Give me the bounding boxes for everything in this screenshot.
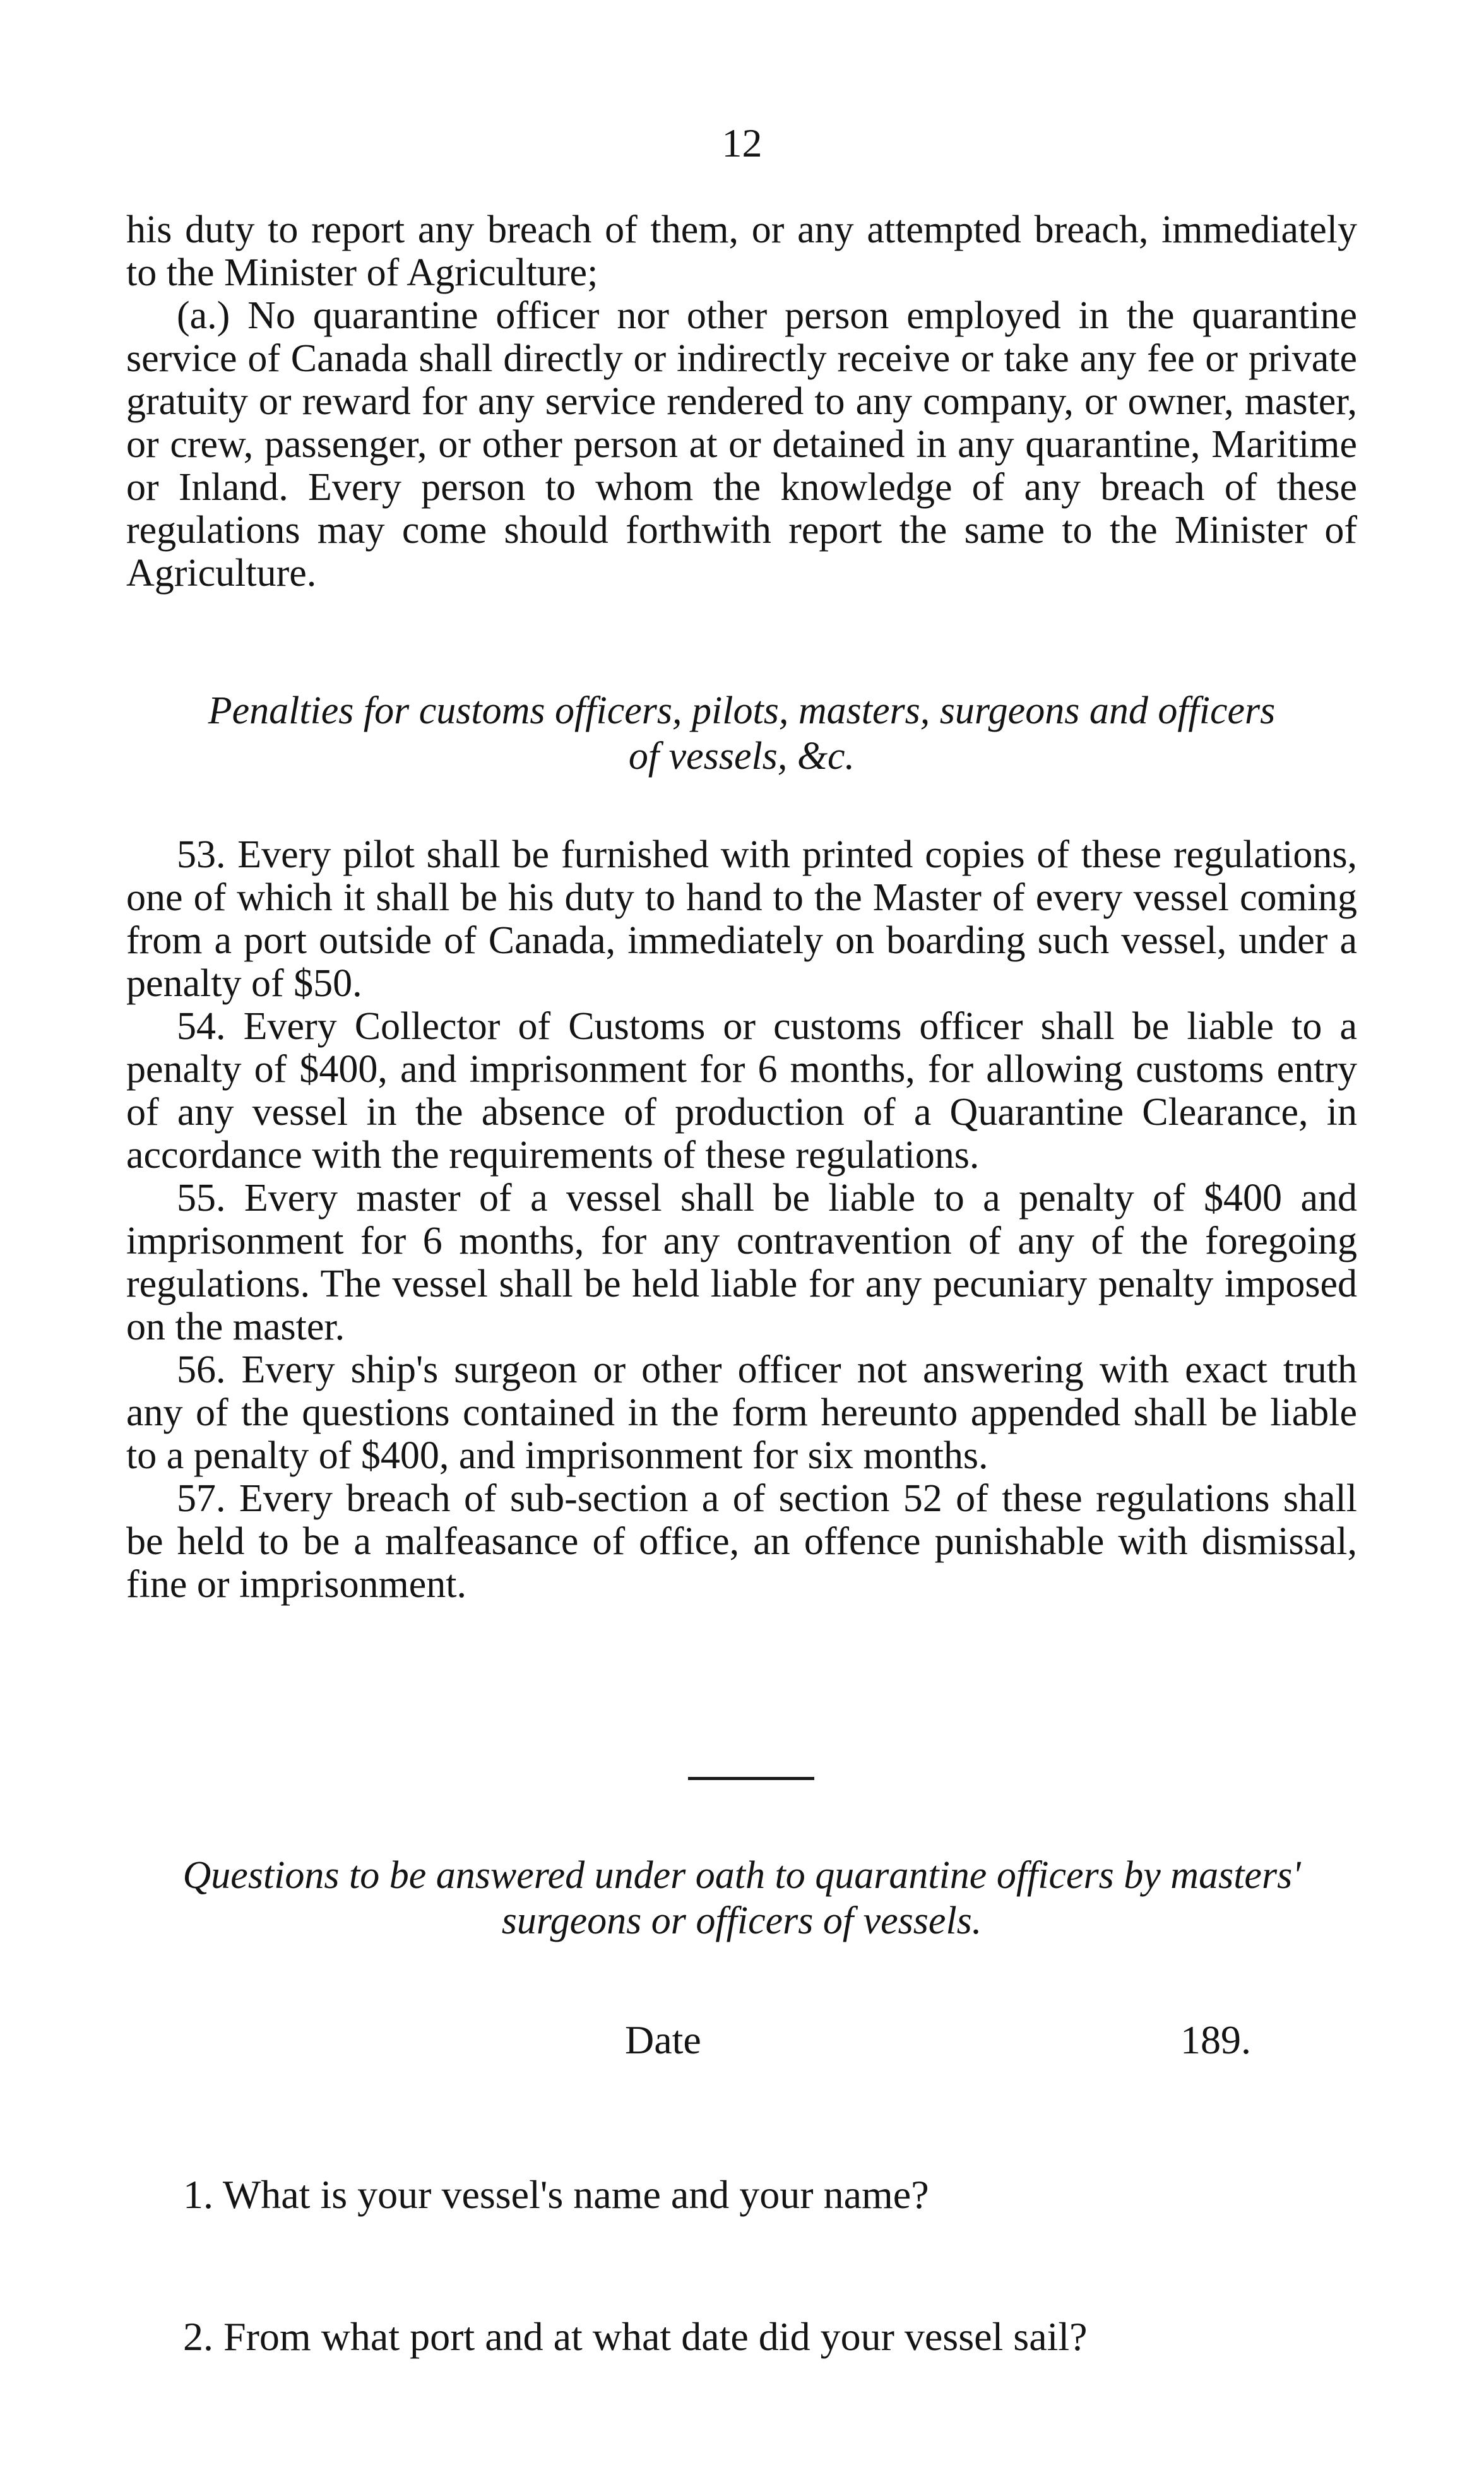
subsection-a-paragraph: (a.) No quarantine officer nor other person employed in the quarantine service of Canada shall directly or indirectly receive or take any fee or private gratuity or reward for any service rendered to any company, or owner, master, or crew, passenger, or other person at or detained in any quarantine, Maritime or Inland. Every person to whom the knowledge of any breach of these regulations may come should forthwith report the same to the Minister of Agriculture. (126, 294, 1357, 595)
questions-heading-line2: surgeons or officers of vessels. (501, 1899, 982, 1942)
intro-block (126, 208, 1357, 595)
penalty-sections (126, 833, 1357, 1606)
questions-heading-line1: Questions to be answered under oath to quarantine officers by masters' (182, 1854, 1301, 1897)
penalties-heading-line1: Penalties for customs officers, pilots, masters, surgeons and officers (208, 689, 1276, 732)
question-2: 2. From what port and at what date did your vessel sail? (183, 2314, 1088, 2359)
date-line (126, 2017, 1357, 2067)
section-57: 57. Every breach of sub-section a of section 52 of these regulations shall be held to be a malfeasance of office, an offence punishable with dismissal, fine or imprisonment. (126, 1477, 1357, 1606)
section-55: 55. Every master of a vessel shall be liable to a penalty of $400 and imprisonment for 6 months, for any contravention of any of the foregoing regulations. The vessel shall be held liable for any pecuniary penalty imposed on the master. (126, 1177, 1357, 1348)
penalties-heading-line2: of vessels, &c. (628, 735, 855, 778)
questions-heading (126, 1853, 1357, 1944)
continuation-paragraph: his duty to report any breach of them, or any attempted breach, immediately to the Minister of Agriculture; (126, 208, 1357, 294)
date-label: Date (625, 2017, 701, 2062)
section-56: 56. Every ship's surgeon or other officer not answering with exact truth any of the questions contained in the form hereunto appended shall be liable to a penalty of $400, and imprisonment for six months. (126, 1348, 1357, 1477)
section-53: 53. Every pilot shall be furnished with printed copies of these regulations, one of which it shall be his duty to hand to the Master of every vessel coming from a port outside of Canada, immediately on boarding such vessel, under a penalty of $50. (126, 833, 1357, 1005)
penalties-heading (126, 688, 1357, 779)
page-number: 12 (721, 121, 763, 165)
question-1: 1. What is your vessel's name and your name? (183, 2172, 929, 2217)
date-year: 189. (1180, 2017, 1251, 2062)
section-divider (688, 1777, 814, 1780)
section-54: 54. Every Collector of Customs or customs officer shall be liable to a penalty of $400, and imprisonment for 6 months, for allowing customs entry of any vessel in the absence of production of a Quarantine Clearance, in accordance with the requirements of these regulations. (126, 1005, 1357, 1177)
